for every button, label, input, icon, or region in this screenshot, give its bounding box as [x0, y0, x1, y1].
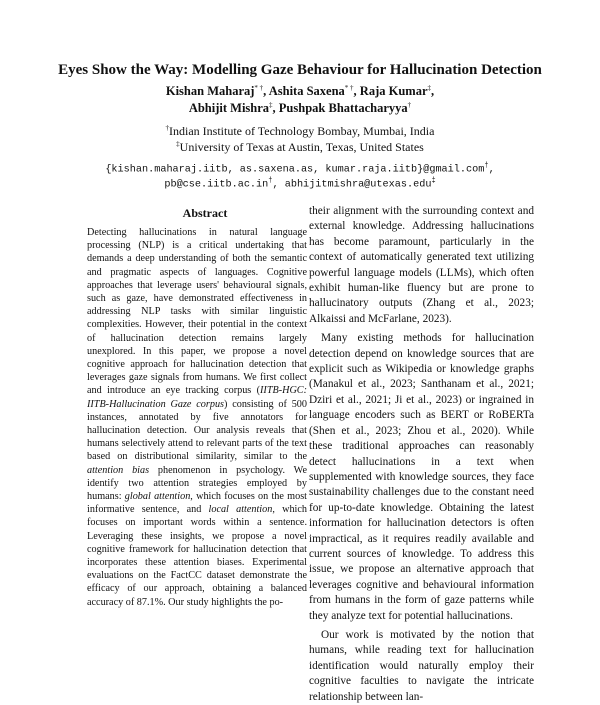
affiliation-2	[0, 140, 600, 155]
email-mark: ‡	[431, 177, 436, 185]
abstract-italic: attention bias	[87, 464, 150, 476]
abstract-text: Detecting hallucinations in natural language processing (NLP) is a critical undertaking that demands a deep understanding of both the semantic and pragmatic aspects of languages. Cognitive approaches that leverage users' behavioural signals, such as gaze, have demonstrated effectiveness in addressing NLP tasks with similar linguistic complexities. However, their potential in the context of hallucination detection remains largely unexplored. In this paper, we propose a novel cognitive approach for hallucination detection that leverages gaze signals from humans. We first collect and introduce an eye tracking corpus (	[87, 227, 307, 397]
author-mark: * †	[254, 84, 264, 92]
abstract-body	[87, 226, 307, 609]
authors-line-2	[0, 101, 600, 116]
email-line-2	[0, 177, 600, 190]
abstract-text: ) consisting of 500 instances, annotated by five annotators for hallucination detection. Our analysis reveals that humans selectively attend to relevant parts of the text based on distributional similarity, similar to the	[87, 398, 307, 463]
affiliation-text: University of Texas at Austin, Texas, United States	[179, 140, 424, 154]
author-mark: ‡	[427, 84, 431, 92]
author-name: Abhijit Mishra	[188, 101, 270, 116]
affiliation-1	[0, 124, 600, 139]
email-text: {kishan.maharaj.iitb, as.saxena.as, kumar.raja.iitb}@gmail.com	[105, 164, 485, 176]
body-paragraph-3: Our work is motivated by the notion that humans, while reading text for hallucination identification would naturally employ their cognitive faculties to navigate the intricate relationship between lan-	[309, 628, 534, 703]
body-paragraph-1: their alignment with the surrounding context and external knowledge. Addressing hallucinations has become paramount, particularly in the context of automatically generated text utilizing powerful language models (LLMs), which often exhibit human-like fluency but are prone to hallucinatory outputs (Zhang et al., 2023; Alkaissi and McFarlane, 2023).	[309, 205, 534, 325]
authors-line-1: Kishan Maharaj* †, Ashita Saxena* †, Raja Kumar‡,	[165, 84, 435, 99]
abstract-paragraph	[87, 226, 307, 609]
right-column-body	[309, 204, 534, 705]
author-mark: ‡	[269, 101, 273, 109]
abstract-text: , which focuses on the most informative sentence, and	[87, 491, 307, 516]
author-name: , Pushpak Bhattacharyya	[272, 101, 408, 116]
abstract-text: phenomenon in psychology. We identify two attention strategies employed by humans:	[87, 464, 308, 503]
email-mark: †	[484, 162, 489, 170]
abstract-heading: Abstract	[182, 206, 228, 220]
abstract-italic: IITB-HGC: IITB-Hallucination Gaze corpus	[87, 385, 307, 410]
author-mark: * †	[344, 84, 354, 92]
author-name: Kishan Maharaj	[165, 84, 255, 99]
author-name: , Ashita Saxena	[263, 84, 345, 99]
email-text: , abhijitmishra@utexas.edu	[272, 179, 432, 191]
abstract-italic: global attention	[124, 491, 191, 503]
affiliation-mark: †	[165, 124, 170, 132]
author-mark: †	[407, 101, 412, 109]
paper-title: Eyes Show the Way: Modelling Gaze Behaviour for Hallucination Detection	[58, 62, 542, 78]
body-paragraph-2: Many existing methods for hallucination detection depend on knowledge sources that are explicit such as Wikipedia or knowledge graphs (Manakul et al., 2023; Santhanam et al., 2021; Dziri et al., 2021; Ji et al., 2023) or ingrained in language encoders such as BERT or RoBERTa (Shen et al., 2023; Zhou et al., 2020). While these traditional approaches can reasonably detect hallucinations in a text when supplemented with knowledge sources, they face sustainability challenges due to the constant need for up-to-date knowledge. Obtaining the latest information for hallucination detectors is often impractical, as it requires readily available and current sources of knowledge. To address this issue, we propose an alternative approach that leverages cognitive and behavioural information from humans in the form of gaze patterns while they analyze text for potential hallucinations.	[309, 332, 534, 622]
affiliation-text: Indian Institute of Technology Bombay, Mumbai, India	[169, 124, 435, 138]
email-text: pb@cse.iitb.ac.in	[164, 179, 269, 191]
email-mark: †	[268, 177, 273, 185]
abstract-italic: local attention	[208, 504, 273, 516]
author-name: , Raja Kumar	[353, 84, 428, 99]
abstract-text: , which focuses on important words within a sentence. Leveraging these insights, we propose a novel cognitive framework for hallucination detection that incorporates these attention biases. Experimental evaluations on the FactCC dataset demonstrate the efficacy of our approach, obtaining a balanced accuracy of 87.1%. Our study highlights the po-	[87, 504, 307, 608]
affiliation-mark: ‡	[176, 140, 180, 148]
email-line-1: {kishan.maharaj.iitb, as.saxena.as, kumar.raja.iitb}@gmail.com†,	[105, 162, 495, 176]
